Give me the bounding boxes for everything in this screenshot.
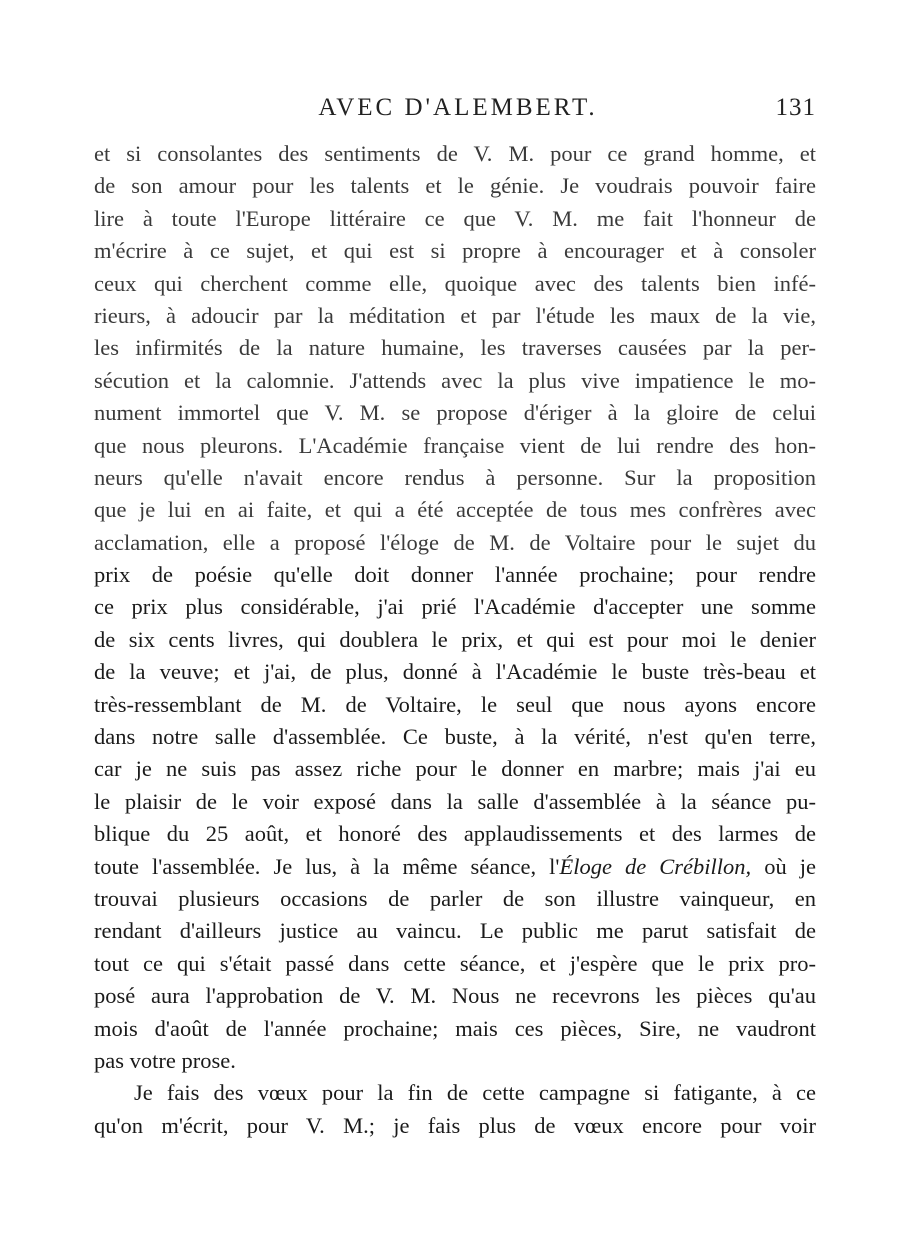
text-line: les infirmités de la nature humaine, les traverses causées par la per- (94, 335, 816, 361)
text-line: très-ressemblant de M. de Voltaire, le seul que nous ayons encore (94, 691, 816, 717)
text-line: nument immortel que V. M. se propose d'ériger à la gloire de celui (94, 400, 816, 426)
text-line: dans notre salle d'assemblée. Ce buste, à la vérité, n'est qu'en terre, (94, 724, 816, 750)
text-line: ce prix plus considérable, j'ai prié l'Académie d'accepter une somme (94, 594, 816, 620)
page-number: 131 (775, 94, 816, 121)
running-title: AVEC D'ALEMBERT. (318, 94, 598, 121)
text-line: que je lui en ai faite, et qui a été acceptée de tous mes confrères avec (94, 497, 816, 523)
text-line: blique du 25 août, et honoré des applaudissements et des larmes de (94, 821, 816, 847)
text-line: car je ne suis pas assez riche pour le donner en marbre; mais j'ai eu (94, 756, 816, 782)
text-line: qu'on m'écrit, pour V. M.; je fais plus de vœux encore pour voir (94, 1112, 816, 1138)
text-line: sécution et la calomnie. J'attends avec la plus vive impatience le mo- (94, 367, 816, 393)
text-line: de la veuve; et j'ai, de plus, donné à l'Académie le buste très-beau et (94, 659, 816, 685)
text-line: ceux qui cherchent comme elle, quoique avec des talents bien infé- (94, 270, 816, 296)
text-line: trouvai plusieurs occasions de parler de son illustre vainqueur, en (94, 885, 816, 911)
text-line: tout ce qui s'était passé dans cette séance, et j'espère que le prix pro- (94, 950, 816, 976)
running-head (100, 88, 816, 128)
text-line: et si consolantes des sentiments de V. M. pour ce grand homme, et (94, 141, 816, 166)
body-text (94, 138, 816, 1142)
text-line: posé aura l'approbation de V. M. Nous ne recevrons les pièces qu'au (94, 983, 816, 1009)
paragraph-end-line: pas votre prose. (94, 1047, 236, 1073)
text-line: acclamation, elle a proposé l'éloge de M. de Voltaire pour le sujet du (94, 529, 816, 555)
text-line: que nous pleurons. L'Académie française vient de lui rendre des hon- (94, 432, 816, 458)
text-line: le plaisir de le voir exposé dans la salle d'assemblée à la séance pu- (94, 788, 816, 814)
text-line: lire à toute l'Europe littéraire ce que V. M. me fait l'honneur de (94, 205, 816, 231)
text-line-with-title (94, 851, 816, 883)
text-line: rieurs, à adoucir par la méditation et par l'étude les maux de la vie, (94, 302, 816, 328)
text-line: de son amour pour les talents et le génie. Je voudrais pouvoir faire (94, 173, 816, 199)
text-line: prix de poésie qu'elle doit donner l'année prochaine; pour rendre (94, 562, 816, 588)
text-line: de six cents livres, qui doublera le prix, et qui est pour moi le denier (94, 626, 816, 652)
work-title: Éloge de Crébillon, (559, 853, 752, 879)
text-segment: toute l'assemblée. Je lus, à la même séance, l' (94, 853, 560, 879)
text-line: m'écrire à ce sujet, et qui est si propre à encourager et à consoler (94, 238, 816, 264)
text-line: neurs qu'elle n'avait encore rendus à personne. Sur la proposition (94, 464, 816, 490)
text-line: rendant d'ailleurs justice au vaincu. Le public me parut satisfait de (94, 918, 816, 944)
paragraph-start-line: Je fais des vœux pour la fin de cette campagne si fatigante, à ce (134, 1080, 816, 1106)
text-line: mois d'août de l'année prochaine; mais ces pièces, Sire, ne vaudront (94, 1015, 816, 1041)
text-segment: où je (751, 853, 816, 879)
